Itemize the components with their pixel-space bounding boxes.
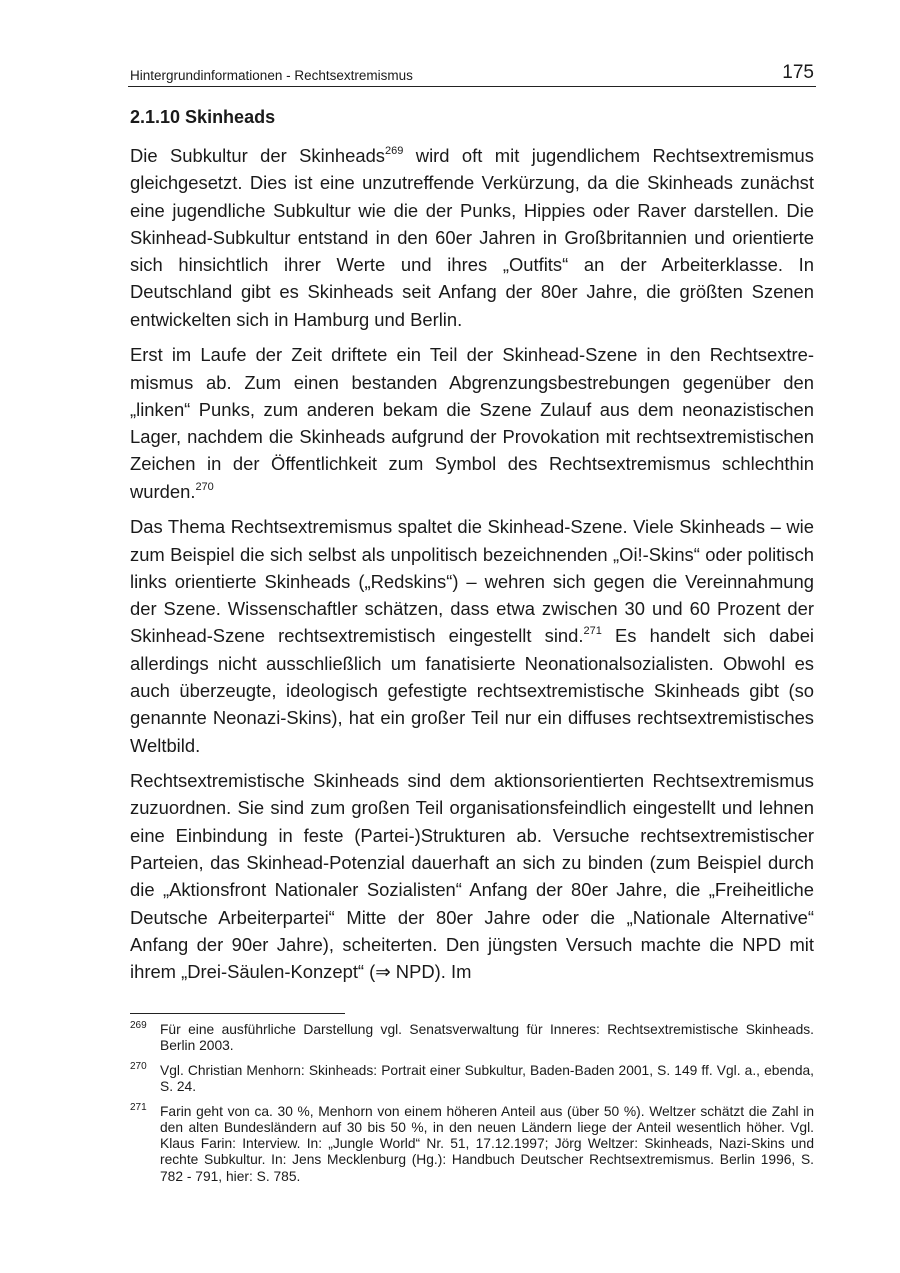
paragraph-2-text-a: Erst im Laufe der Zeit driftete ein Teil der Skinhead-Szene in den Rechtsextremismus ab. Zum einen bestanden Abgrenzungsbestrebungen gegenüber den „linken“ Punks, zum anderen bekam die Szene Zulauf aus dem neonazistischen Lager, nachdem die Skinheads aufgrund der Provokation mit rechtsextremistischen Zeichen in der Öffentlichkeit zum Symbol des Rechtsextremismus schlechthin wurden. [130,344,814,502]
paragraph-4-text-a: Rechtsextremistische Skinheads sind dem aktionsorientierten Rechtsextremismus zuzuordnen. Sie sind zum großen Teil organisationsfeindlich eingestellt und lehnen eine Einbindung in feste (Partei-)Strukturen ab. Versuche rechtsextremistischer Parteien, das Skinhead-Potenzial dauerhaft an sich zu binden (zum Beispiel durch die „Aktionsfront Nationaler Sozialisten“ Anfang der 80er Jahre, die „Freiheitliche Deutsche Arbeiterpartei“ Mitte der 80er Jahre oder die „Nationale Alternative“ Anfang der 90er Jahre), scheiterten. Den jüngsten Versuch machte die NPD mit ihrem „Drei-Säulen-Konzept“ (⇒ NPD). Im [130,770,814,983]
footnote-270 [130,1060,814,1096]
paragraph-3-text-b: Es handelt sich dabei allerdings nicht ausschließlich um fanatisierte Neonationalsozialisten. Obwohl es auch überzeugte, ideologisch gefestigte rechtsextremistische Skinheads gibt (so genannte Neonazi-Skins), hat ein großer Teil nur ein diffuses rechtsextremistisches Weltbild. [130,625,815,756]
page-number: 175 [782,62,814,83]
paragraph-2 [130,341,814,505]
running-header [128,56,816,87]
footnote-text: Vgl. Christian Menhorn: Skinheads: Portrait einer Subkultur, Baden-Baden 2001, S. 149 ff. Vgl. a., ebenda, S. 24. [160,1062,814,1095]
footnote-number: 270 [130,1060,147,1072]
footnote-271 [130,1101,814,1185]
footnote-ref-269: 269 [385,144,404,157]
paragraph-1 [130,142,814,333]
paragraph-3 [130,513,814,759]
footnote-text: Für eine ausführliche Darstellung vgl. Senatsverwaltung für Inneres: Rechtsextremistische Skinheads. Berlin 2003. [160,1022,814,1054]
body-text [130,142,814,994]
footnote-ref-270: 270 [195,480,214,493]
footnote-ref-271: 271 [583,625,602,638]
paragraph-1-text-a: Die Subkultur der Skinheads [130,145,386,166]
paragraph-3-text-a: Das Thema Rechtsextremismus spaltet die Skinhead-Szene. Viele Skinheads – wie zum Beispiel die sich selbst als unpolitisch bezeichnenden „Oi!-Skins“ oder politisch links orientierte Skinheads („Redskins“) – wehren sich gegen die Vereinnahmung der Szene. Wissenschaftler schätzen, dass etwa zwischen 30 und 60 Prozent der Skinhead-Szene rechtsextremistisch eingestellt sind. [130,516,814,647]
footnote-number: 269 [130,1020,147,1031]
footnote-text: Farin geht von ca. 30 %, Menhorn von einem höheren Anteil aus (über 50 %). Weltzer schätzt die Zahl in den alten Bundesländern auf 30 bis 50 %, in den neuen Ländern liege der Anteil wesentlich höher. Vgl. Klaus Farin: Interview. In: „Jungle World“ Nr. 51, 17.12.1997; Jörg Weltzer: Skinheads, Nazi-Skins und rechte Subkultur. In: Jens Mecklenburg (Hg.): Handbuch Deutscher Rechtsextremismus. Berlin 1996, S. 782 - 791, hier: S. 785. [160,1103,814,1184]
footnotes [130,1022,814,1193]
running-title: Hintergrundinformationen - Rechtsextremismus [130,68,413,83]
section-heading: 2.1.10 Skinheads [130,107,276,127]
paragraph-4 [130,767,814,985]
footnote-divider [130,1013,345,1014]
paragraph-1-text-b: wird oft mit jugendlichem Rechtsextremismus gleichgesetzt. Dies ist eine unzutreffende Verkürzung, da die Skinheads zunächst eine jugendliche Subkultur wie die der Punks, Hippies oder Raver darstellen. Die Skinhead-Subkultur entstand in den 60er Jahren in Großbritannien und orientierte sich hinsichtlich ihrer Werte und ihres „Outfits“ an der Arbeiterklasse. In Deutschland gibt es Skinheads seit Anfang der 80er Jahre, die größten Szenen entwickelten sich in Hamburg und Berlin. [130,145,814,330]
footnote-269 [130,1022,814,1055]
footnote-number: 271 [130,1101,147,1113]
